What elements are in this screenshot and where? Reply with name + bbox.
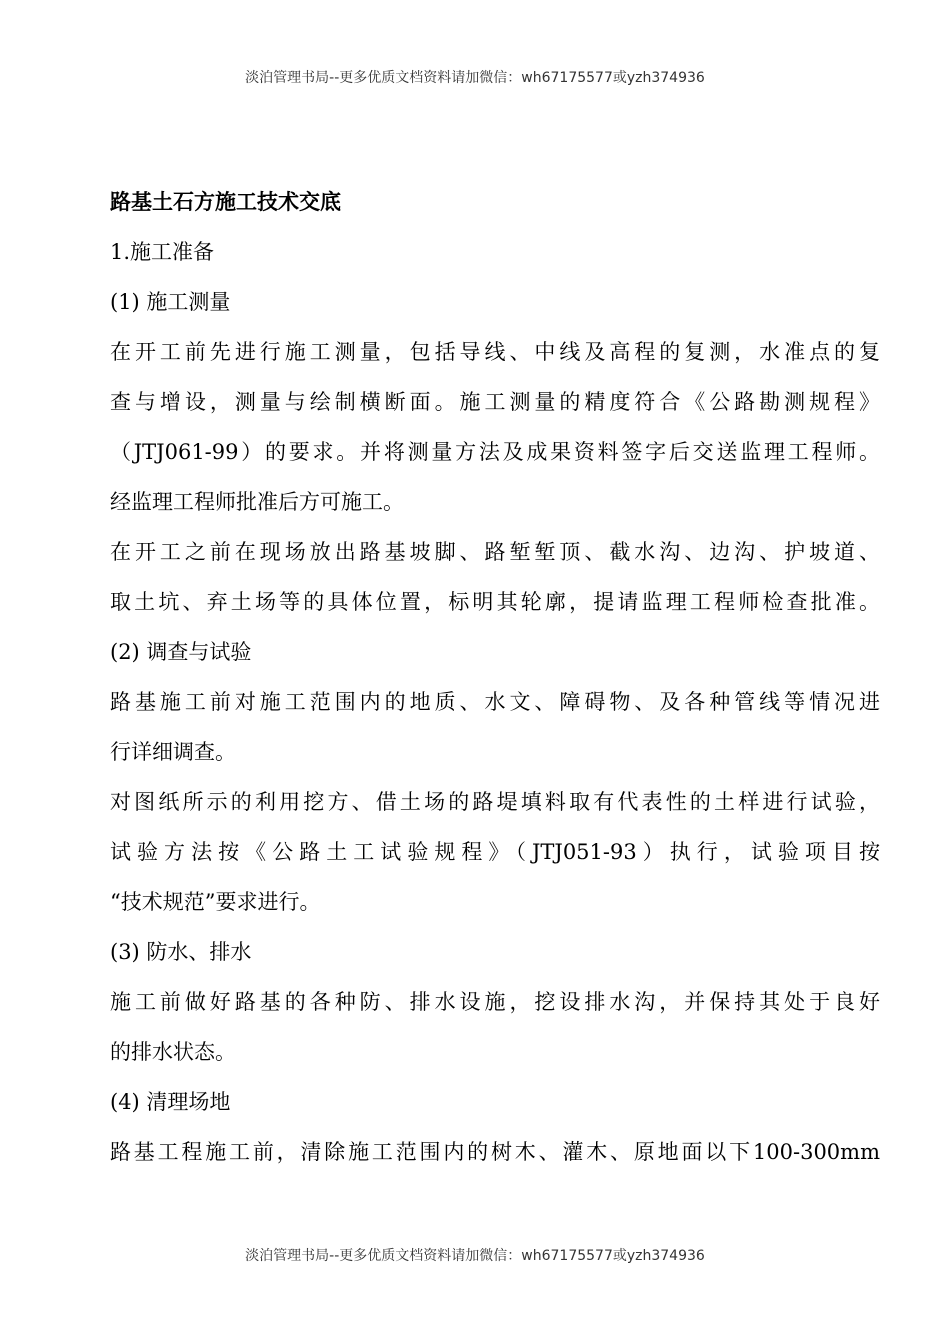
- paragraph-line: 经监理工程师批准后方可施工。: [110, 490, 404, 514]
- page-footer: 淡泊管理书局--更多优质文档资料请加微信：wh67175577或yzh374936: [245, 1248, 705, 1264]
- section-heading-1: 1.施工准备: [110, 240, 215, 264]
- paragraph-line: （JTJ061-99）的要求。并将测量方法及成果资料签字后交送监理工程师。: [110, 440, 880, 464]
- paragraph-line: 取土坑、弃土场等的具体位置，标明其轮廓，提请监理工程师检查批准。: [110, 590, 880, 614]
- subsection-heading-4: (4) 清理场地: [110, 1090, 231, 1114]
- paragraph-line: 行详细调查。: [110, 740, 236, 764]
- document-title: 路基土石方施工技术交底: [110, 189, 341, 214]
- paragraph-line: 的排水状态。: [110, 1040, 236, 1064]
- paragraph-line: 路基工程施工前，清除施工范围内的树木、灌木、原地面以下100-300mm: [110, 1140, 880, 1164]
- paragraph-line: “技术规范”要求进行。: [110, 890, 321, 914]
- paragraph-line: 查与增设，测量与绘制横断面。施工测量的精度符合《公路勘测规程》: [110, 390, 880, 414]
- paragraph-line: 对图纸所示的利用挖方、借土场的路堤填料取有代表性的土样进行试验，: [110, 790, 880, 814]
- paragraph-line: 路基施工前对施工范围内的地质、水文、障碍物、及各种管线等情况进: [110, 690, 880, 714]
- page-header: 淡泊管理书局--更多优质文档资料请加微信：wh67175577或yzh374936: [245, 70, 705, 86]
- paragraph-line: 在开工前先进行施工测量，包括导线、中线及高程的复测，水准点的复: [110, 340, 880, 364]
- paragraph-line: 在开工之前在现场放出路基坡脚、路堑堑顶、截水沟、边沟、护坡道、: [110, 540, 880, 564]
- document-body: [110, 177, 880, 1177]
- subsection-heading-3: (3) 防水、排水: [110, 940, 252, 964]
- paragraph-line: 试验方法按《公路土工试验规程》（JTJ051-93）执行，试验项目按: [110, 840, 880, 864]
- paragraph-line: 施工前做好路基的各种防、排水设施，挖设排水沟，并保持其处于良好: [110, 990, 880, 1014]
- subsection-heading-2: (2) 调查与试验: [110, 640, 252, 664]
- subsection-heading-1: (1) 施工测量: [110, 290, 231, 314]
